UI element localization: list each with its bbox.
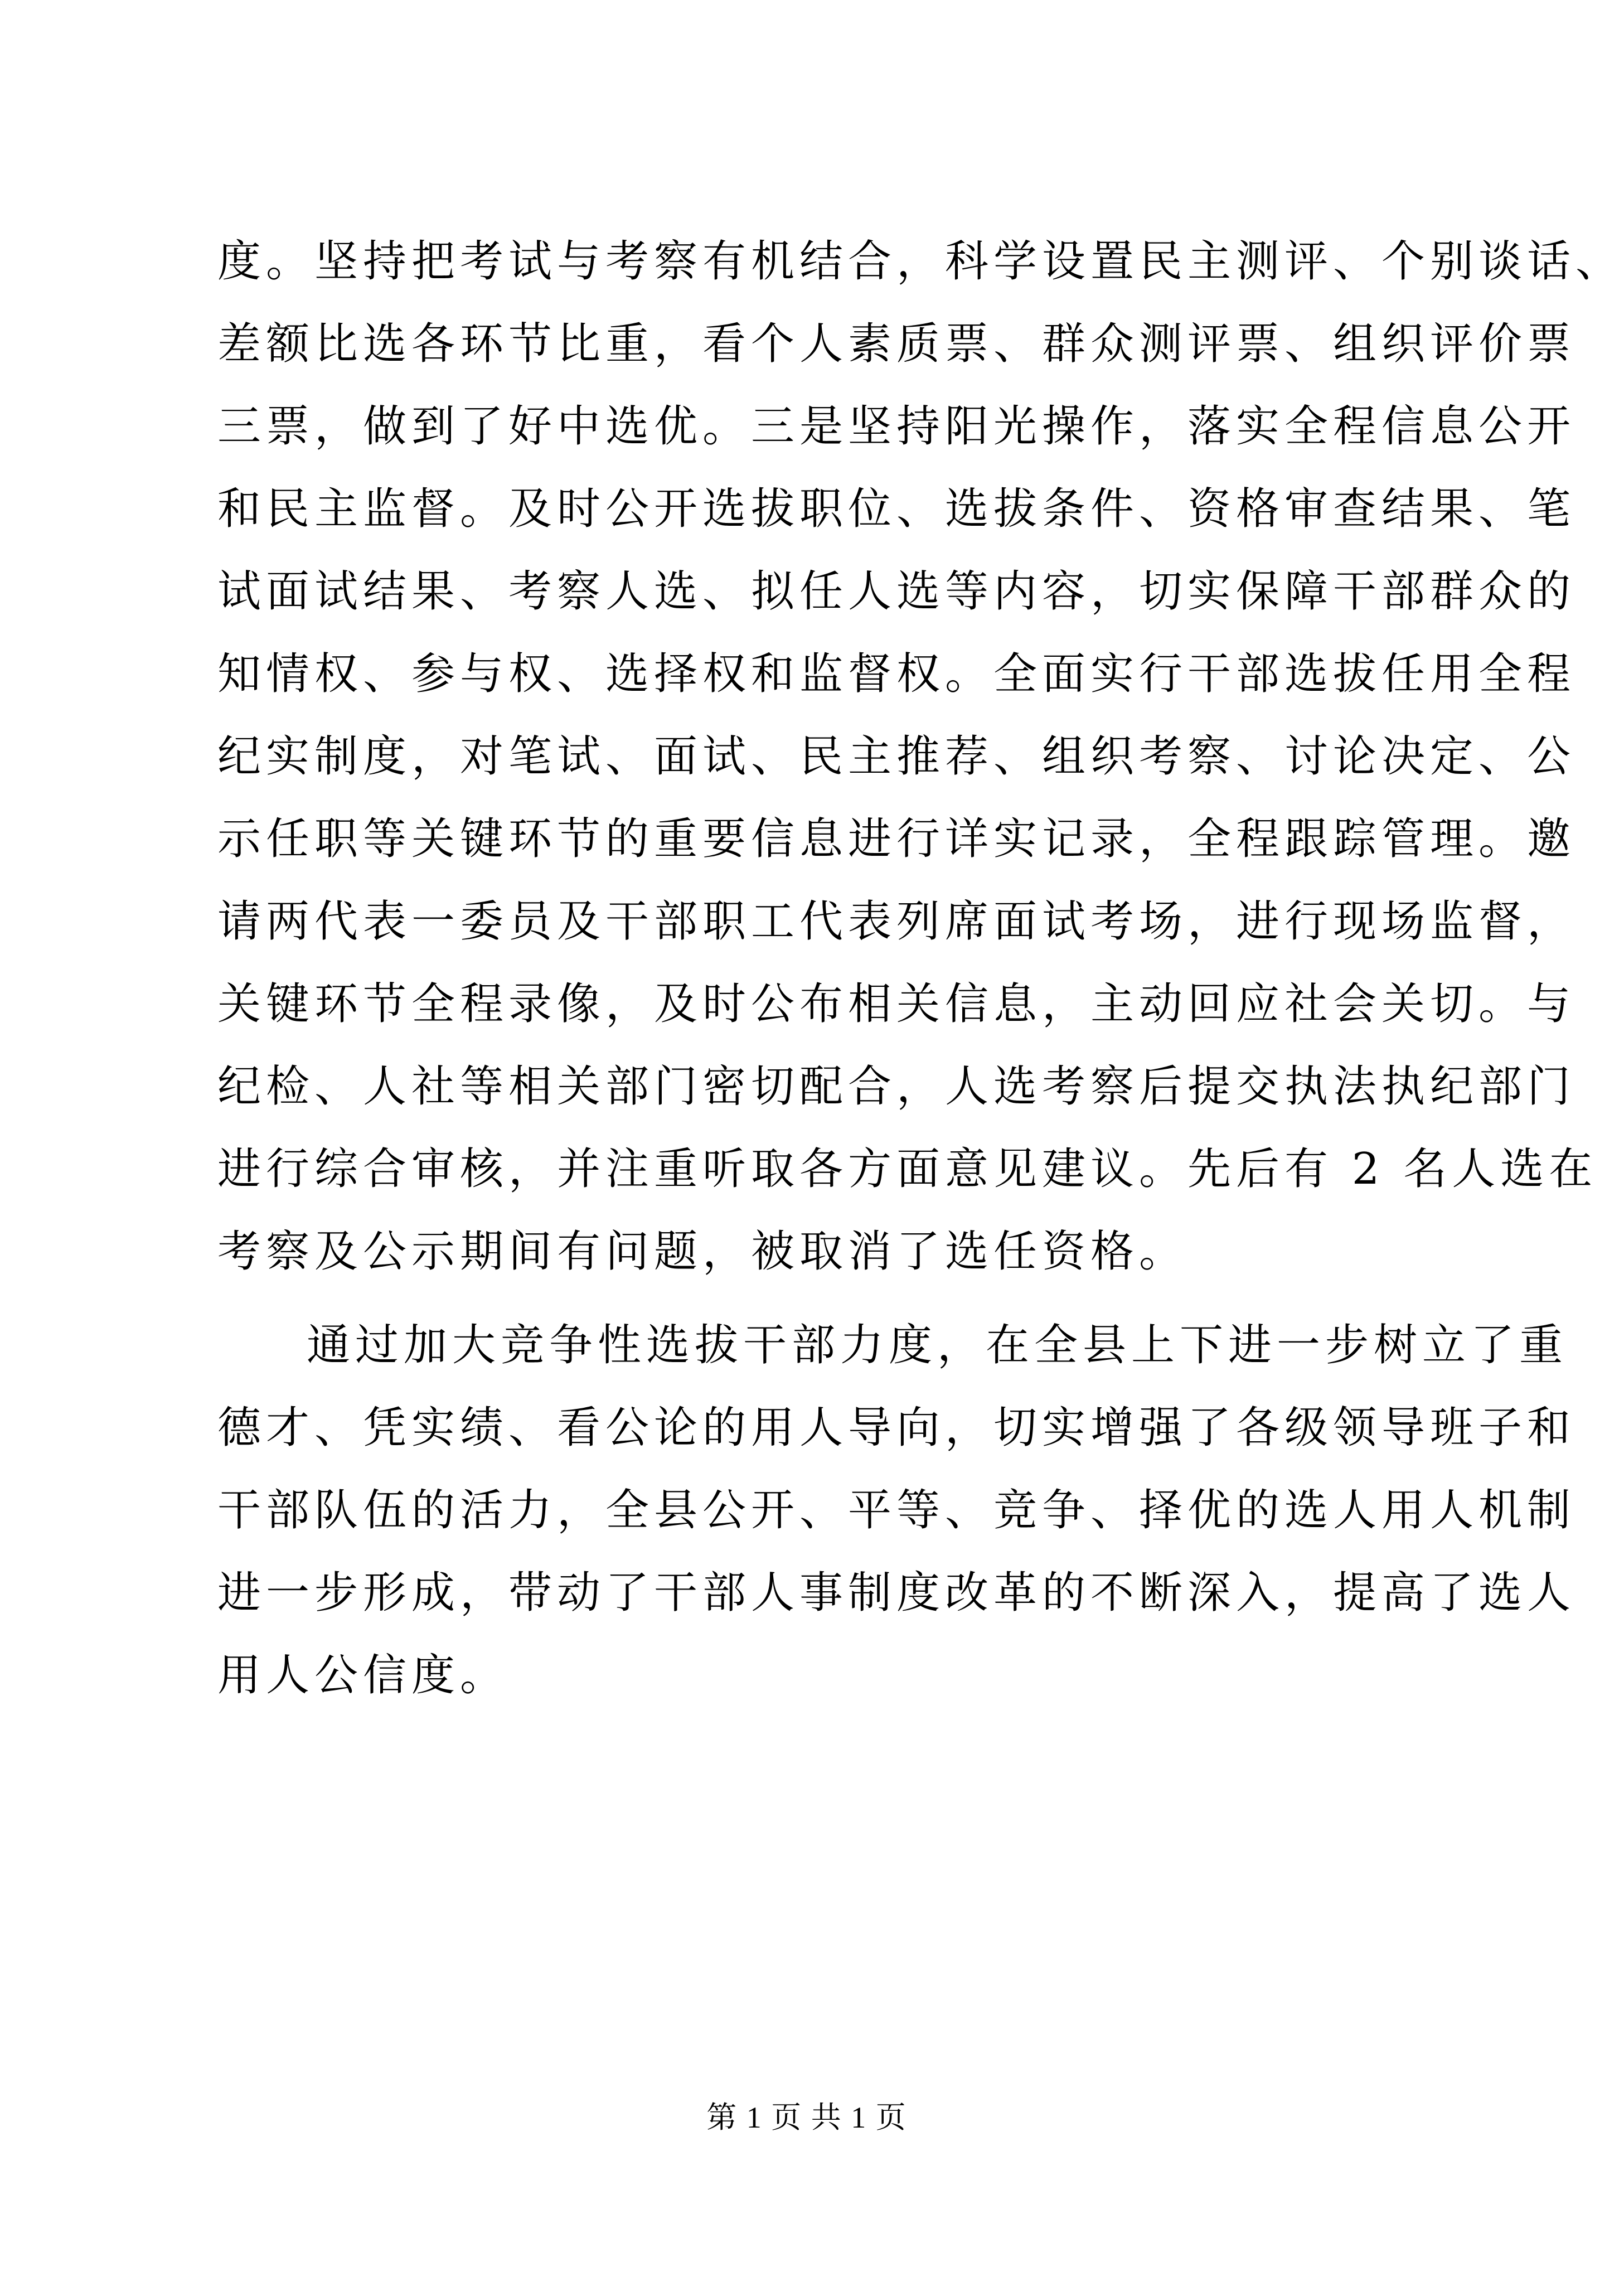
text-line: 试面试结果、考察人选、拟任人选等内容，切实保障干部群众的 bbox=[217, 566, 1576, 617]
text-line: 干部队伍的活力，全县公开、平等、竞争、择优的选人用人机制 bbox=[217, 1485, 1576, 1535]
text-line: 示任职等关键环节的重要信息进行详实记录，全程跟踪管理。邀 bbox=[217, 814, 1576, 864]
text-line: 和民主监督。及时公开选拔职位、选拔条件、资格审查结果、笔 bbox=[217, 484, 1576, 534]
text-line: 纪实制度，对笔试、面试、民主推荐、组织考察、讨论决定、公 bbox=[217, 731, 1576, 782]
text-line: 度。坚持把考试与考察有机结合，科学设置民主测评、个别谈话、 bbox=[217, 236, 1624, 287]
text-line: 进一步形成，带动了干部人事制度改革的不断深入，提高了选人 bbox=[217, 1568, 1576, 1618]
text-line: 关键环节全程录像，及时公布相关信息，主动回应社会关切。与 bbox=[217, 979, 1576, 1029]
text-line: 通过加大竞争性选拔干部力度，在全县上下进一步树立了重 bbox=[307, 1320, 1568, 1370]
text-line: 进行综合审核，并注重听取各方面意见建议。先后有 2 名人选在 bbox=[217, 1144, 1598, 1194]
text-line: 三票，做到了好中选优。三是坚持阳光操作，落实全程信息公开 bbox=[217, 401, 1576, 452]
text-line: 考察及公示期间有问题，被取消了选任资格。 bbox=[217, 1227, 1188, 1277]
text-line: 请两代表一委员及干部职工代表列席面试考场，进行现场监督， bbox=[217, 897, 1576, 947]
text-line: 用人公信度。 bbox=[217, 1650, 509, 1700]
paragraph-gap bbox=[217, 1293, 1416, 1304]
paragraph-2 bbox=[217, 1304, 1576, 1717]
text-line: 纪检、人社等相关部门密切配合，人选考察后提交执法执纪部门 bbox=[217, 1062, 1576, 1112]
page-number-footer: 第 1 页 共 1 页 bbox=[706, 2101, 907, 2134]
text-line: 德才、凭实绩、看公论的用人导向，切实增强了各级领导班子和 bbox=[217, 1403, 1576, 1453]
text-line: 差额比选各环节比重，看个人素质票、群众测评票、组织评价票 bbox=[217, 319, 1576, 369]
text-line: 知情权、参与权、选择权和监督权。全面实行干部选拔任用全程 bbox=[217, 649, 1576, 699]
body-text bbox=[217, 220, 1624, 1717]
paragraph-1 bbox=[217, 220, 1624, 1293]
